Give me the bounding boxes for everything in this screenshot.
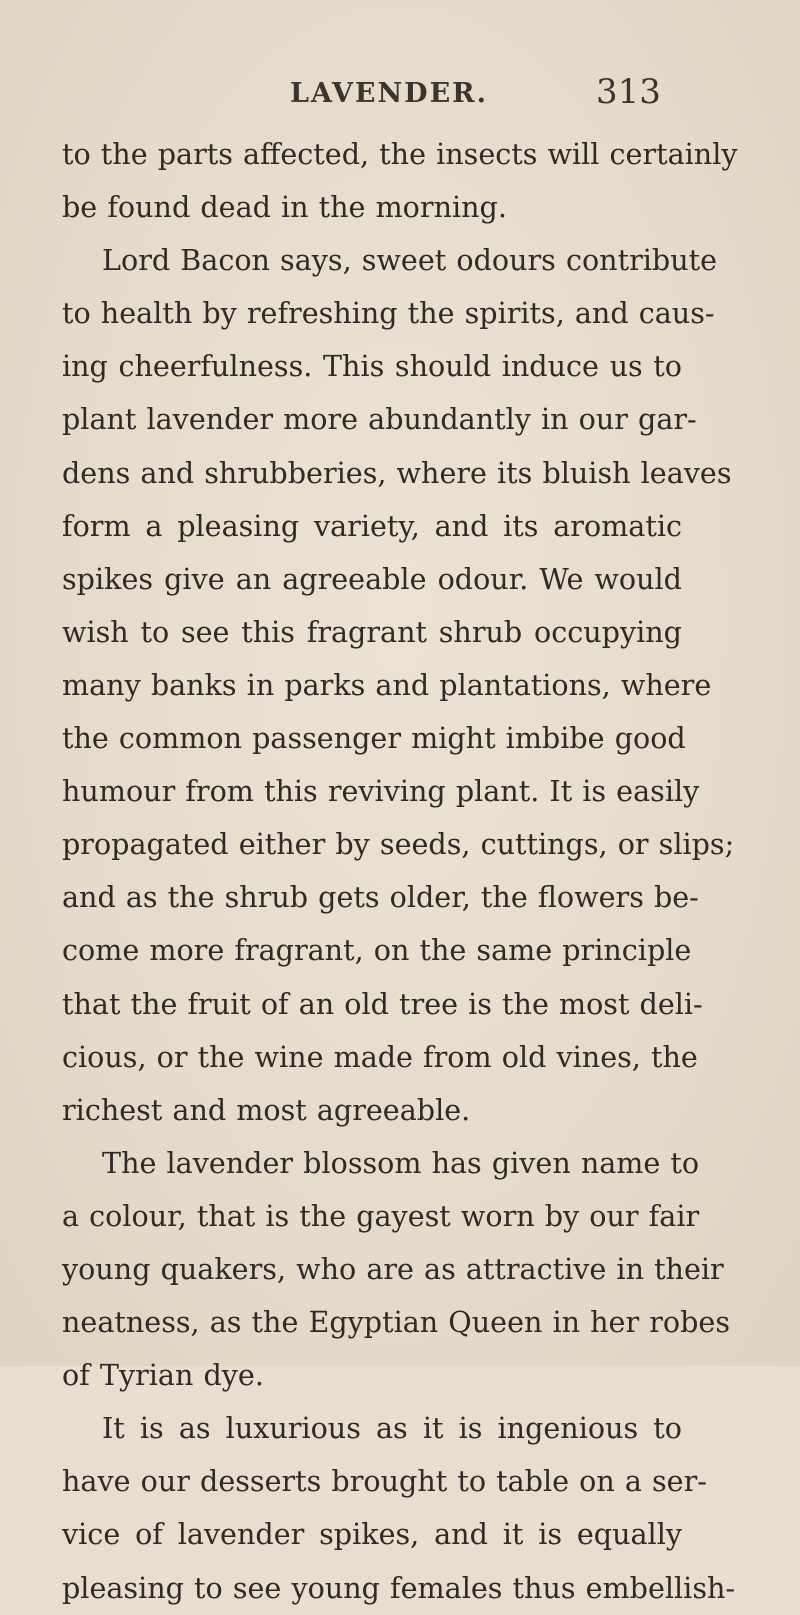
text-line: a colour, that is the gayest worn by our fair (62, 1198, 700, 1233)
text-line: young quakers, who are as attractive in their (62, 1251, 724, 1286)
text-line: to the parts affected, the insects will certainly (62, 137, 738, 171)
text-line: come more fragrant, on the same principle (62, 933, 692, 968)
text-line: wish to see this fragrant shrub occupying (62, 614, 682, 649)
text-line: dens and shrubberies, where its bluish leaves (62, 455, 732, 490)
text-line: richest and most agreeable. (62, 1092, 471, 1127)
text-line: have our desserts brought to table on a ser- (62, 1464, 707, 1499)
text-line: The lavender blossom has given name to (102, 1145, 700, 1180)
text-line: propagated either by seeds, cuttings, or slips; (62, 827, 735, 862)
text-line: of Tyrian dye. (62, 1358, 264, 1393)
text-line: that the fruit of an old tree is the most deli- (62, 986, 703, 1021)
text-line: vice of lavender spikes, and it is equally (62, 1517, 682, 1552)
page-number: 313 (596, 72, 661, 112)
text-line: to health by refreshing the spirits, and caus- (62, 296, 715, 331)
text-line: Lord Bacon says, sweet odours contribute (102, 243, 718, 278)
text-line: the common passenger might imbibe good (62, 721, 686, 756)
text-line: form a pleasing variety, and its aromatic (62, 508, 682, 543)
body-text (62, 128, 738, 1615)
text-line: pleasing to see young females thus embellish- (62, 1570, 736, 1605)
text-line: be found dead in the morning. (62, 190, 507, 225)
text-line: cious, or the wine made from old vines, the (62, 1039, 698, 1074)
running-title: LAVENDER. (290, 78, 489, 109)
text-line: It is as luxurious as it is ingenious to (102, 1411, 682, 1446)
text-line: plant lavender more abundantly in our gar- (62, 402, 697, 437)
page-header (0, 72, 800, 118)
text-line: and as the shrub gets older, the flowers be- (62, 880, 699, 915)
text-line: ing cheerfulness. This should induce us to (62, 349, 682, 384)
text-line: humour from this reviving plant. It is easily (62, 774, 700, 809)
text-line: many banks in parks and plantations, where (62, 667, 712, 702)
text-line: spikes give an agreeable odour. We would (62, 561, 682, 596)
text-line: neatness, as the Egyptian Queen in her robes (62, 1305, 731, 1340)
